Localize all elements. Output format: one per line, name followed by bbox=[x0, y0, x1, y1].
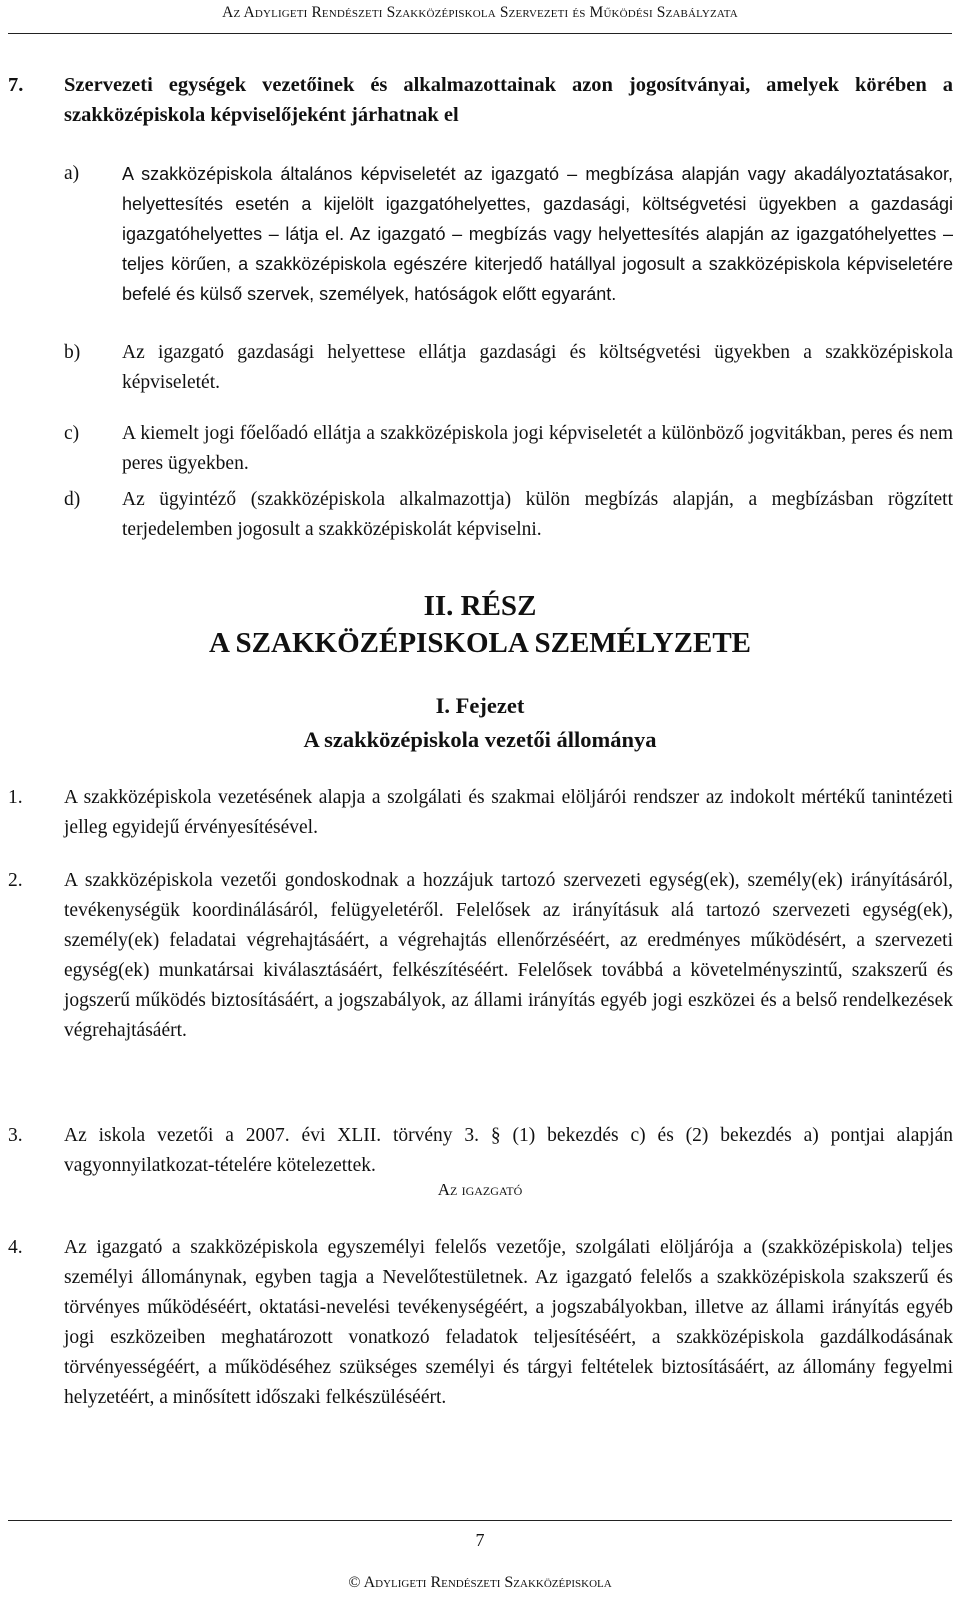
paragraph-2 bbox=[8, 866, 953, 1046]
list-item-label: b) bbox=[64, 342, 81, 363]
list-item-a bbox=[64, 159, 953, 309]
list-item-b bbox=[64, 338, 953, 398]
running-header: Az Adyligeti Rendészeti Szakközépiskola Szervezeti és Működési Szabályzata bbox=[222, 4, 738, 21]
paragraph-text: Az iskola vezetői a 2007. évi XLII. törvény 3. § (1) bekezdés c) és (2) bekezdés a) pontjai alapján vagyonnyilatkozat-tételére kötelezettek. bbox=[64, 1125, 953, 1176]
paragraph-text: A szakközépiskola vezetésének alapja a szolgálati és szakmai elöljárói rendszer az indokolt mértékű tanintézeti jelleg egyidejű érvényesítésével. bbox=[64, 787, 953, 838]
paragraph-1 bbox=[8, 783, 953, 843]
part-subtitle: A SZAKKÖZÉPISKOLA SZEMÉLYZETE bbox=[208, 627, 752, 659]
list-item-label: a) bbox=[64, 163, 80, 184]
list-item-c bbox=[64, 419, 953, 479]
header-divider bbox=[8, 33, 952, 34]
list-item-text: Az ügyintéző (szakközépiskola alkalmazottja) külön megbízás alapján, a megbízásban rögzített terjedelemben jogosult a szakközépiskolát képviselni. bbox=[122, 489, 953, 540]
paragraph-number: 3. bbox=[8, 1125, 23, 1146]
footer-divider bbox=[8, 1520, 952, 1521]
footer-copyright: © Adyligeti Rendészeti Szakközépiskola bbox=[348, 1574, 612, 1591]
list-item-text: A kiemelt jogi főelőadó ellátja a szakközépiskola jogi képviseletét a különböző jogvitákban, peres és nem peres ügyekben. bbox=[122, 423, 953, 474]
section-number: 7. bbox=[8, 74, 24, 96]
list-item-d bbox=[64, 485, 953, 545]
paragraph-3 bbox=[8, 1121, 953, 1181]
subheading-director: Az igazgató bbox=[437, 1180, 523, 1199]
part-title: II. RÉSZ bbox=[423, 590, 537, 622]
section-title: Szervezeti egységek vezetőinek és alkalmazottainak azon jogosítványai, amelyek körében a szakközépiskola képviselőjeként járhatnak el bbox=[64, 74, 953, 126]
list-item-text: A szakközépiskola általános képviseletét az igazgató – megbízása alapján vagy akadályoztatásakor, helyettesítés esetén a kijelölt igazgatóhelyettes, gazdasági, költségvetési ügyekben a gazdasági igazgatóhelyettes – látja el. Az igazgató – megbízás vagy helyettesítés alapján az igazgatóhelyettes – teljes körűen, a szakközépiskola egészére kiterjedő hatállyal jogosult a szakközépiskola képviseletére befelé és külső szervek, személyek, hatóságok előtt egyaránt. bbox=[122, 164, 953, 304]
list-item-label: d) bbox=[64, 489, 81, 510]
page-number: 7 bbox=[475, 1530, 485, 1550]
list-item-label: c) bbox=[64, 423, 80, 444]
section-7-heading bbox=[8, 70, 953, 130]
paragraph-4 bbox=[8, 1233, 953, 1413]
chapter-subtitle: A szakközépiskola vezetői állománya bbox=[303, 727, 657, 752]
list-item-text: Az igazgató gazdasági helyettese ellátja gazdasági és költségvetési ügyekben a szakközépiskola képviseletét. bbox=[122, 342, 953, 393]
paragraph-text: A szakközépiskola vezetői gondoskodnak a hozzájuk tartozó szervezeti egység(ek), személy(ek) irányításáról, tevékenységük koordinálásáról, felügyeletéről. Felelősek az irányításuk alá tartozó szervezeti egység(ek), személy(ek) feladatai végrehajtásáért, a végrehajtás ellenőrzéséért, az eredményes működésért, a szervezeti egység(ek) munkatársai kiválasztásáért, felkészítéséért. Felelősek továbbá a követelményszintű, szakszerű és jogszerű működés biztosításáért, a jogszabályok, az állami irányítás egyéb jogi eszközei és a belső rendelkezések végrehajtásáért. bbox=[64, 870, 953, 1041]
paragraph-number: 4. bbox=[8, 1237, 23, 1258]
paragraph-text: Az igazgató a szakközépiskola egyszemélyi felelős vezetője, szolgálati elöljárója a (szakközépiskola) teljes személyi állománynak, egyben tagja a Nevelőtestületnek. Az igazgató felelős a szakközépiskola szakszerű és törvényes működéséért, oktatási-nevelési tevékenységéért, a jogszabályokban, illetve az állami irányítás egyéb jogi eszközeiben meghatározott vonatkozó feladatok teljesítéséért, a szakközépiskola gazdálkodásának törvényességéért, a működéséhez szükséges személyi és tárgyi feltételek biztosításáért, az állomány fegyelmi helyzetéért, a minősített időszaki felkészüléséért. bbox=[64, 1237, 953, 1408]
paragraph-number: 1. bbox=[8, 787, 23, 808]
paragraph-number: 2. bbox=[8, 870, 23, 891]
chapter-title: I. Fejezet bbox=[435, 693, 525, 718]
